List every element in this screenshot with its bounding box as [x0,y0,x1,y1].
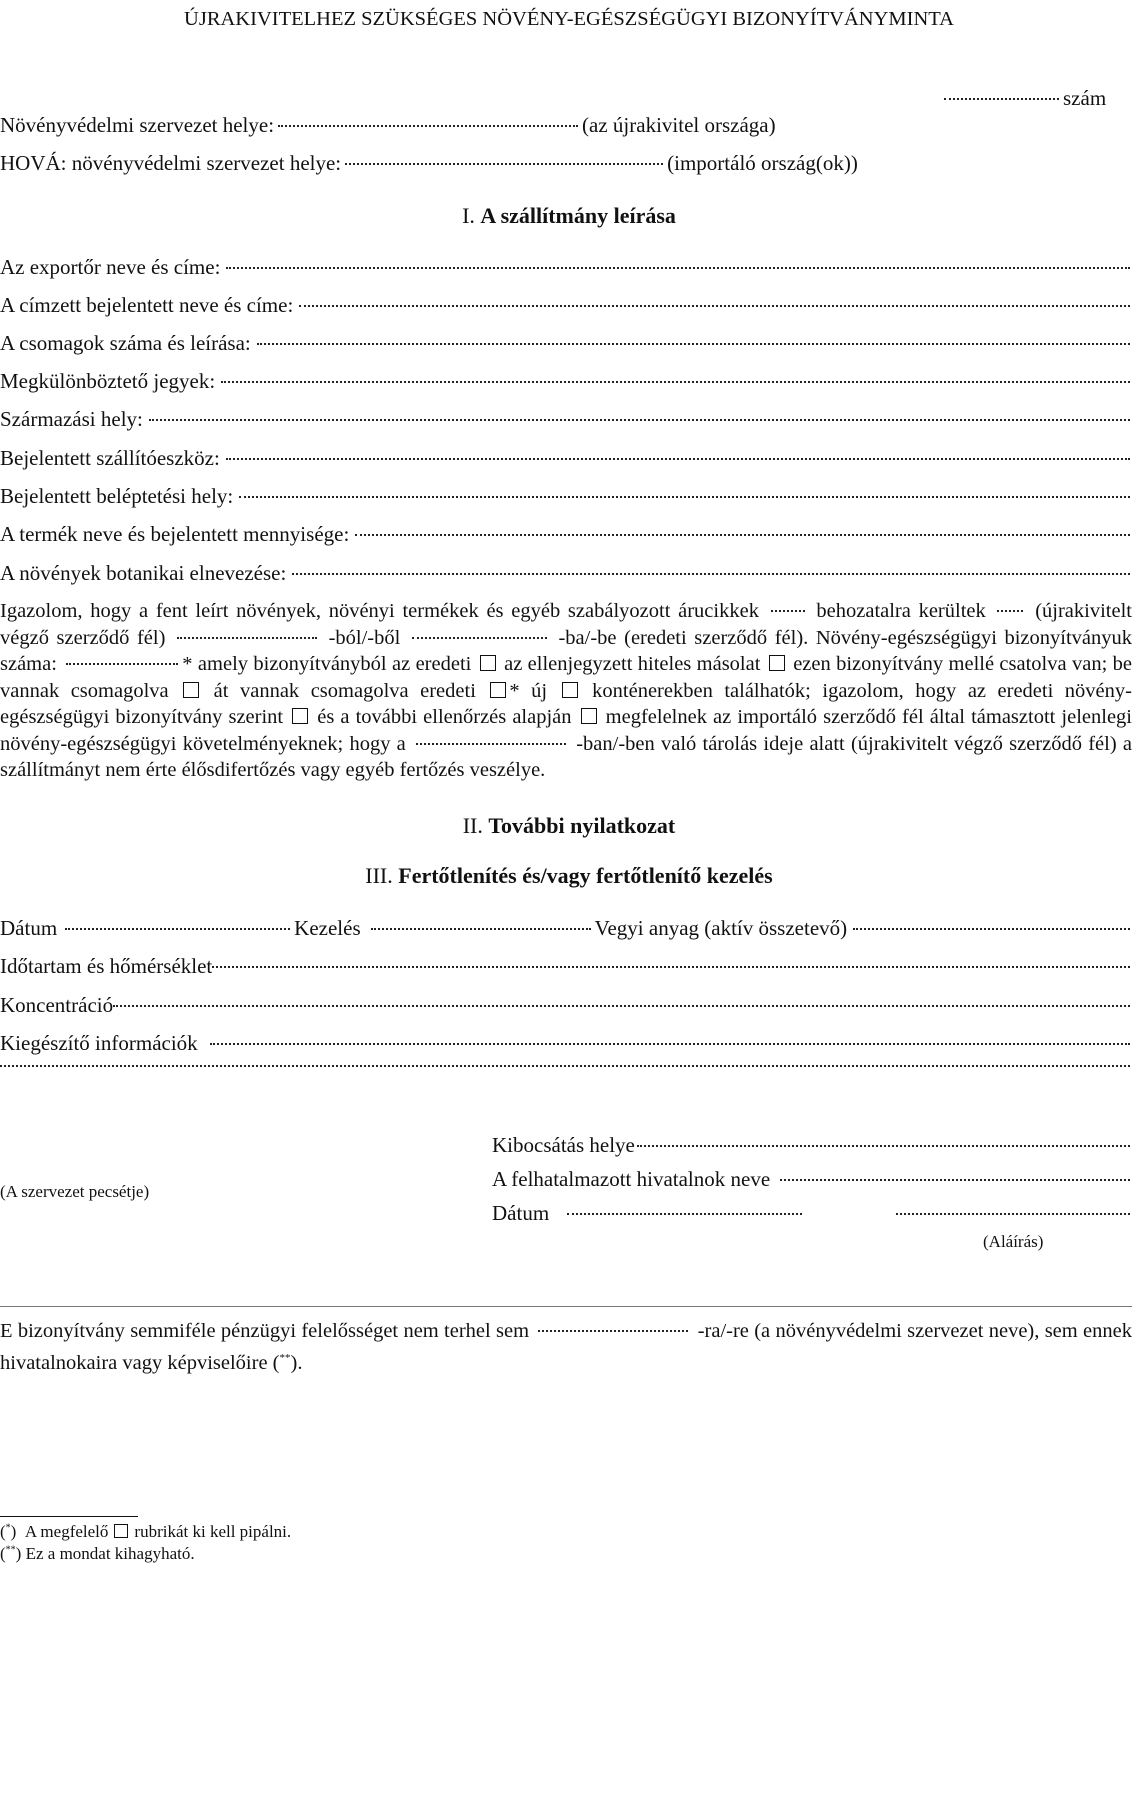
footnote-checkbox [114,1524,128,1538]
officer-name-line: A felhatalmazott hivatalnok neve [492,1167,1132,1197]
field-additional-info: Kiegészítő információk [0,1031,1132,1061]
field-consignee: A címzett bejelentett neve és címe: [0,293,1132,323]
checkbox-new-containers[interactable] [562,682,578,698]
treatment-row: Dátum Kezelés Vegyi anyag (aktív összetevő) [0,916,1132,946]
issue-place-line: Kibocsátás helye [492,1133,1132,1163]
signature-date-blank [567,1213,802,1215]
number-blank [944,98,1059,100]
field-marks: Megkülönböztető jegyek: [0,369,1132,399]
footnote-rule [0,1516,138,1517]
field-duration: Időtartam és hőmérséklet [0,954,1132,984]
field-origin: Származási hely: [0,407,1132,437]
origin-blank [278,125,578,127]
separator-line [0,1306,1132,1307]
treatment-date-blank [65,928,290,930]
declaration-paragraph: Igazolom, hogy a fent leírt növények, növényi termékek és egyéb szabályozott árucikkek behozatalra kerültek (újrakivitelt végző szerződő fél) -ból/-ből -ba/-be (eredeti szerződő fél). Növény-egészségügyi bizonyítványuk száma: * amely bizonyítványból az eredeti az ellenjegyzett hiteles másolat ezen bizonyítvány mellé csatolva van; be vannak csomagolva át vannak csomagolva eredeti * új konténerekben találhatók; igazolom, hogy az eredeti növény-egészségügyi bizonyítvány szerint és a további ellenőrzés alapján megfelelnek az importáló szerződő fél által támasztott jelenlegi növény-egészségügyi követelményeknek; hogy a -ban/-ben való tárolás ideje alatt (újrakivitelt végző szerződő fél) a szállítmányt nem érte élősdifertőzés vagy egyéb fertőzés veszélye. [0,600,1133,781]
checkbox-packed[interactable] [183,682,199,698]
section-3-heading: III. Fertőtlenítés és/vagy fertőtlenítő kezelés [365,863,773,888]
signature-date-line: Dátum [492,1201,1132,1231]
field-product: A termék neve és bejelentett mennyisége: [0,522,1132,552]
footnote-1: (*) A megfelelő rubrikát ki kell pipálni. [0,1522,292,1541]
field-exporter: Az exportőr neve és címe: [0,255,1132,285]
signature-blank [896,1213,1130,1215]
number-label: szám [1063,86,1107,110]
footnote-2: (**) Ez a mondat kihagyható. [0,1544,195,1563]
signature-label: (Aláírás) [983,1232,1044,1251]
checkbox-additional-inspection[interactable] [581,708,597,724]
header-line-destination: HOVÁ: növényvédelmi szervezet helye: (importáló ország(ok)) [0,151,858,175]
field-packages: A csomagok száma és leírása: [0,331,1132,361]
field-concentration: Koncentráció [0,993,1132,1023]
stamp-label: (A szervezet pecsétje) [0,1182,150,1201]
liability-paragraph: E bizonyítvány semmiféle pénzügyi felelősséget nem terhel sem -ra/-re (a növényvédelmi szervezet neve), sem ennek hivatalnokaira vagy képviselőire (**). [0,1320,1132,1374]
treatment-blank [371,928,591,930]
additional-info-continuation [0,1070,1132,1100]
destination-blank [345,163,663,165]
field-botanical-name: A növények botanikai elnevezése: [0,561,1132,591]
field-conveyance: Bejelentett szállítóeszköz: [0,446,1132,476]
section-1-heading: I. A szállítmány leírása [462,203,676,228]
header-line-origin: Növényvédelmi szervezet helye: (az újrakivitel országa) [0,113,776,137]
checkbox-certified-copy[interactable] [769,655,785,671]
field-entry-point: Bejelentett beléptetési hely: [0,484,1132,514]
checkbox-original[interactable] [480,655,496,671]
section-2-heading: II. További nyilatkozat [462,813,676,838]
certificate-number [940,86,1132,111]
checkbox-original-containers[interactable] [490,682,506,698]
document-title: ÚJRAKIVITELHEZ SZÜKSÉGES NÖVÉNY-EGÉSZSÉGÜGYI BIZONYÍTVÁNYMINTA [184,8,954,30]
checkbox-per-certificate[interactable] [292,708,308,724]
